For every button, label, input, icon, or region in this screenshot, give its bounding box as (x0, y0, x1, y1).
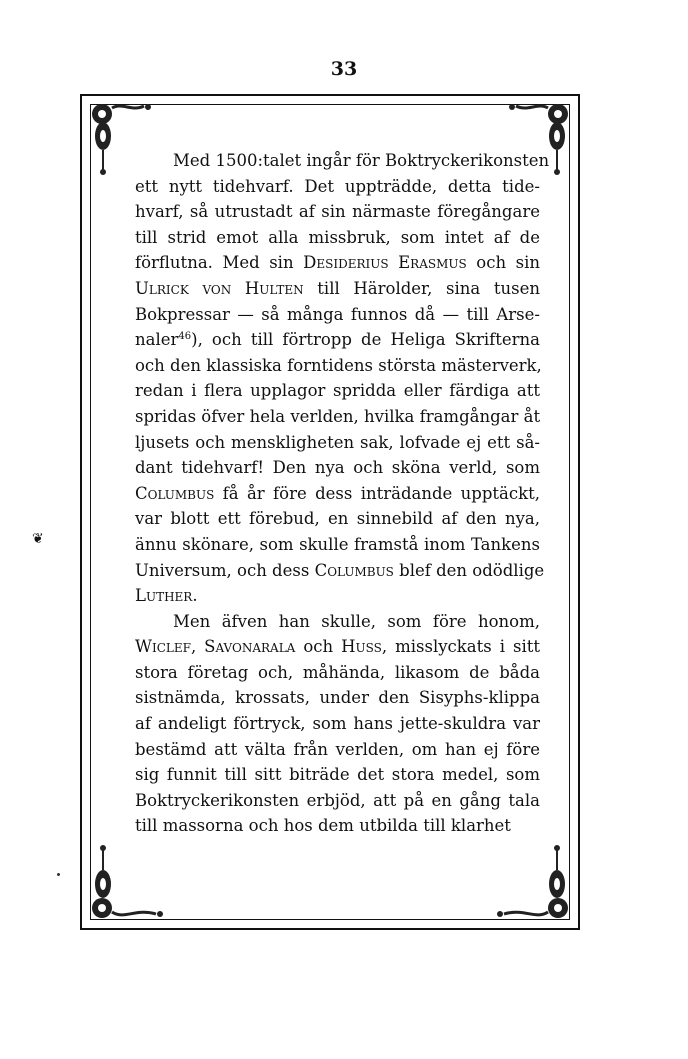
text-line (135, 583, 540, 609)
body-text (135, 148, 550, 839)
text-run: få år före dess inträdande upptäckt, (214, 483, 540, 503)
text-run: var blott ett förebud, en sinnebild af den nya, (135, 509, 540, 529)
text-run: sig funnit till sitt biträde det stora medel, som (135, 765, 540, 785)
text-run: blef den odödlige (393, 560, 545, 580)
text-line (135, 506, 540, 532)
small-caps-name: Columbus (135, 483, 215, 503)
text-line (135, 404, 540, 430)
text-run: Universum, och dess (135, 560, 315, 580)
text-line (135, 174, 540, 200)
small-caps-name: Luther. (135, 586, 198, 606)
floral-pendant-ornament-icon (546, 118, 568, 178)
text-run: hvarf, så utrustadt af sin närmaste föregångare (135, 202, 540, 222)
text-line (135, 250, 540, 276)
text-line (135, 813, 540, 839)
text-run: spridas öfver hela verlden, hvilka framgångar åt (135, 406, 541, 426)
small-caps-name: Ulrick von Hulten (135, 278, 304, 298)
text-line (135, 532, 540, 558)
page-number: 33 (330, 58, 358, 80)
text-run: till massorna och hos dem utbilda till klarhet (135, 816, 511, 836)
text-line (135, 660, 540, 686)
paragraph (135, 148, 550, 609)
text-run: ett nytt tidehvarf. Det uppträdde, detta tide- (135, 176, 540, 196)
text-line (135, 276, 540, 302)
text-run: ljusets och menskligheten sak, lofvade ej ett så- (135, 432, 540, 452)
text-run: redan i flera upplagor spridda eller färdiga att (135, 381, 540, 401)
text-run: och den klassiska forntidens största mästerverk, (135, 355, 542, 375)
text-run: förflutna. Med sin (135, 253, 304, 273)
margin-fleuron-icon: ❦ (32, 531, 44, 547)
text-line (135, 225, 540, 251)
text-line (135, 558, 545, 584)
text-line (135, 455, 540, 481)
small-caps-name: Columbus (314, 560, 394, 580)
text-run: och sin (466, 253, 540, 273)
text-run: Boktryckerikonsten erbjöd, att på en gång tala (135, 790, 540, 810)
footnote-reference: 46 (178, 331, 192, 343)
text-run: Bokpressar — så många funnos då — till Arse- (135, 304, 540, 324)
margin-speck (57, 873, 60, 876)
text-run: Med 1500:talet ingår för Boktryckerikonsten (173, 151, 550, 170)
text-run: dant tidehvarf! Den nya och sköna verld, som (135, 458, 540, 478)
text-run: och (295, 637, 342, 657)
text-line (135, 481, 540, 507)
text-run: stora företag och, måhända, likasom de båda (135, 662, 540, 682)
text-run: naler (135, 330, 179, 350)
text-run: af andeligt förtryck, som hans jette-skuldra var (135, 714, 540, 734)
text-line (135, 737, 540, 763)
text-line (135, 788, 540, 814)
text-line (135, 609, 540, 635)
text-line (135, 378, 540, 404)
text-run: sistnämda, krossats, under den Sisyphs-klippa (135, 688, 540, 708)
small-caps-name: Wiclef (135, 637, 191, 657)
text-line (135, 327, 540, 353)
text-run: till strid emot alla missbruk, som intet af de (135, 227, 540, 247)
text-line (135, 711, 540, 737)
floral-pendant-ornament-icon (92, 842, 114, 902)
text-line (135, 685, 540, 711)
text-line (135, 148, 550, 174)
small-caps-name: Savonarala (204, 637, 296, 657)
text-run: bestämd att välta från verlden, om han ej före (135, 739, 540, 759)
text-run: ), och till förtropp de Heliga Skrifterna (191, 330, 540, 350)
text-run: ännu skönare, som skulle framstå inom Tankens (135, 534, 540, 554)
small-caps-name: Desiderius Erasmus (303, 253, 467, 273)
paragraph (135, 609, 540, 839)
text-line (135, 634, 540, 660)
text-run: Men äfven han skulle, som före honom, (173, 611, 540, 631)
text-line (135, 302, 540, 328)
text-run: , (190, 637, 205, 657)
text-line (135, 430, 540, 456)
text-line (135, 353, 540, 379)
text-line (135, 762, 540, 788)
text-line (135, 199, 540, 225)
floral-pendant-ornament-icon (546, 842, 568, 902)
text-run: till Härolder, sina tusen (303, 278, 540, 298)
small-caps-name: Huss (341, 637, 382, 657)
floral-pendant-ornament-icon (92, 118, 114, 178)
text-run: , misslyckats i sitt (381, 637, 540, 657)
